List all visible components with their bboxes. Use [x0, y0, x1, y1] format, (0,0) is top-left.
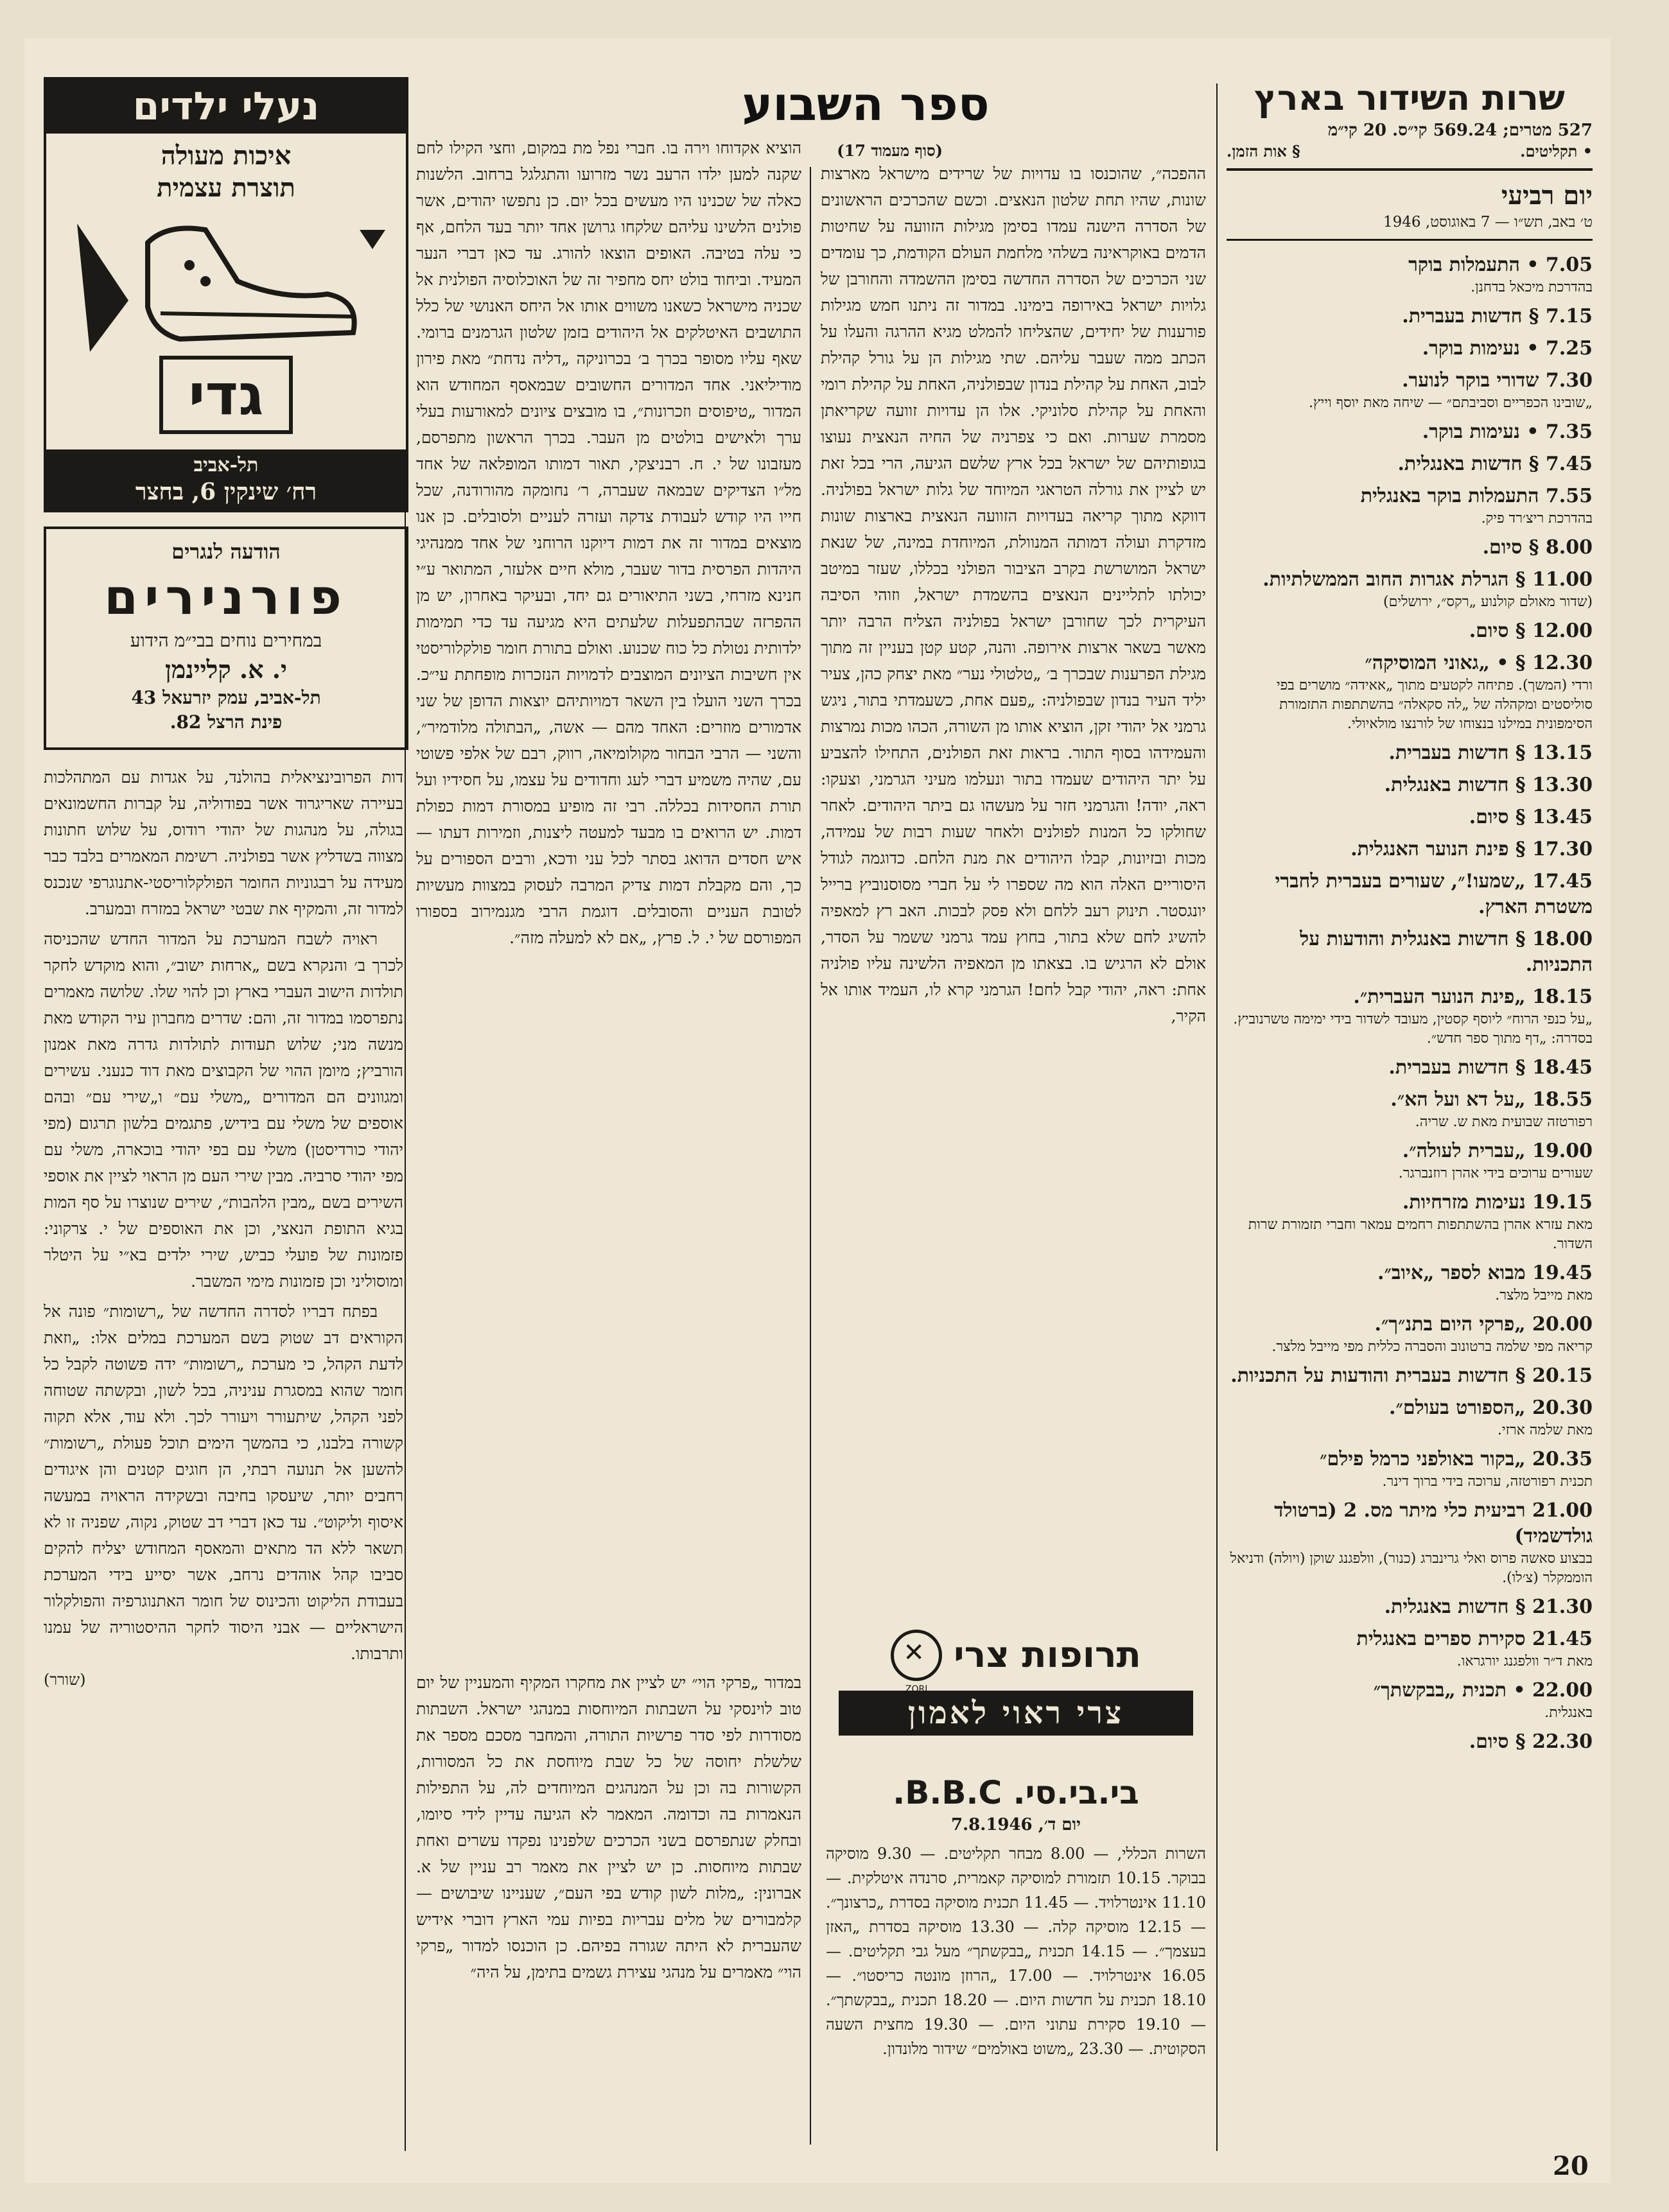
veneer-brand: פורנירים — [104, 568, 348, 625]
radio-program-item — [1227, 1312, 1593, 1357]
radio-program-head: 18.55 „על דא ועל הא״. — [1390, 1088, 1593, 1111]
radio-program-head: 7.25 • נעימות בוקר. — [1422, 337, 1593, 360]
radio-program-head: 20.35 „בקור באולפני כרמל פילם״ — [1320, 1448, 1593, 1470]
radio-program-detail: קריאה מפי שלמה ברטונוב והסברה כללית מפי מייבל מלצר. — [1271, 1339, 1593, 1355]
radio-program-item — [1227, 772, 1593, 798]
radio-program-detail: באנגלית. — [1544, 1705, 1593, 1721]
radio-program-detail: (שדור מאולם קולנוע „רקס״, ירושלים) — [1383, 594, 1593, 610]
radio-program-head: 19.00 „עברית לעולה״. — [1402, 1140, 1593, 1162]
radio-program-item — [1227, 1395, 1593, 1440]
radio-program-detail: בהדרכת מיכאל בדחנן. — [1471, 279, 1593, 295]
radio-program-item — [1227, 304, 1593, 329]
radio-program-list — [1227, 252, 1593, 1755]
radio-program-detail: מאת שלמה ארזי. — [1497, 1422, 1593, 1438]
veneer-name: י. א. קליינמן — [165, 655, 287, 684]
gadi-brand: גדי — [159, 356, 293, 434]
newspaper-page — [24, 39, 1611, 2183]
radio-program-detail: מאת ד״ר וולפגנג יורגראו. — [1456, 1653, 1593, 1669]
radio-program-head: 7.30 שדורי בוקר לנוער. — [1402, 369, 1593, 392]
gadi-ad — [44, 77, 408, 512]
radio-program-head: 8.00 § סיום. — [1482, 536, 1593, 559]
radio-legend-records: • תקליטים. — [1520, 142, 1593, 161]
radio-program-detail: בבצוע סאשה פרוס ואלי גרינברג (כנור), וולפגנג שוקן (ויולה) ודניאל הוממקלר (צ׳לו). — [1230, 1551, 1593, 1586]
radio-program-head: 22.30 § סיום. — [1469, 1730, 1593, 1753]
radio-program-head: 20.15 § חדשות בעברית והודעות על התכניות. — [1230, 1364, 1593, 1387]
gadi-quality: איכות מעולה — [161, 141, 292, 171]
book-section-title: ספר השבוע — [742, 77, 990, 131]
column-divider — [1216, 83, 1218, 2151]
zori-slogan: צרי ראוי לאמון — [907, 1695, 1124, 1731]
radio-program-item — [1227, 336, 1593, 361]
radio-program-head: 21.30 § חדשות באנגלית. — [1384, 1596, 1593, 1618]
left-article — [44, 764, 403, 2145]
radio-program-item — [1227, 567, 1593, 612]
gadi-address: רח׳ שינקין 6, בחצר — [135, 478, 317, 505]
radio-program-item — [1227, 483, 1593, 528]
radio-program-head: 17.30 § פינת הנוער האנגלית. — [1350, 838, 1593, 860]
zori-ad — [826, 1624, 1206, 1753]
column-divider — [810, 167, 811, 2145]
radio-rule-2 — [1227, 239, 1593, 241]
radio-program-head: 7.55 התעמלות בוקר באנגלית — [1360, 485, 1593, 507]
radio-program-item — [1227, 1260, 1593, 1305]
radio-program-item — [1227, 1138, 1593, 1183]
radio-program-head: 22.00 • תכנית „בבקשתך״ — [1373, 1679, 1593, 1702]
radio-program-item — [1227, 1190, 1593, 1254]
radio-frequency: 527 מטרים; 569.24 קי״ס. 20 קי״מ — [1327, 121, 1593, 140]
left-article-p2: ראויה לשבח המערכת על המדור החדש שהכניסה לכרך ב׳ והנקרא בשם „ארחות ישוב״, והוא מוקדש לחקר תולדות הישוב העברי בארץ וכן להוי שלו. שלושה מאמרים נתפרסמו במדור זה, והם: שדרים מחברון עיר הקודש מאת מנשה מני; שלוש תעודות לתולדות גדרה מאת אמנון הורביץ; מיומן ההוי של הקבוצים מאת דוד כנעני. עשירים ומגוונים הם המדורים „משלי עם״ ו„שירי עם״ ובהם אוספים של משלי עם בידיש, פתגמים בלשון תרגום (מפי יהודי כורדיסטן) משלי עם בפי יהודי בוכארה, משלי עם מפי יהודי סרביה. מבין שירי העם מן הראוי לציין את אוספי השירים בשם „מבין הלהבות״, שירים שנוצרו על סף המות בגיא התופת הנאצי, וכן את האוספים של י. צרקוני: פזמונות של פועלי כביש, שירי ילדים בא״י על היטלר ומוסוליני וכן פזמונות מימי המשבר. — [44, 930, 403, 1291]
radio-program-head: 11.00 § הגרלת אגרות החוב הממשלתיות. — [1263, 568, 1593, 591]
radio-program-item — [1227, 1363, 1593, 1389]
veneer-corner: פינת הרצל 82. — [170, 711, 283, 733]
bbc-date: יום ד׳, 7.8.1946 — [950, 1815, 1081, 1834]
radio-program-head: 19.45 מבוא לספר „איוב״. — [1377, 1262, 1593, 1284]
radio-program-detail: רפורטזה שבועית מאת ש. שריה. — [1415, 1114, 1593, 1130]
radio-program-detail: מאת עזרא אהרן בהשתתפות רחמים עמאר וחברי תזמורת שרות השדור. — [1248, 1217, 1593, 1252]
radio-program-item — [1227, 869, 1593, 920]
radio-program-item — [1227, 368, 1593, 413]
radio-schedule-column — [1227, 77, 1593, 2151]
radio-program-item — [1227, 1594, 1593, 1620]
radio-rule — [1227, 168, 1593, 171]
radio-program-item — [1227, 740, 1593, 766]
zori-brand: תרופות צרי — [954, 1634, 1141, 1676]
book-column-2-bottom — [416, 1669, 801, 2145]
radio-program-head: 20.30 „הספורט בעולם״. — [1389, 1397, 1593, 1419]
gadi-own-product: תוצרת עצמית — [157, 173, 295, 203]
radio-program-item — [1227, 837, 1593, 862]
radio-program-detail: תכנית רפורטזה, ערוכה בידי ברוך דינר. — [1382, 1474, 1593, 1490]
radio-program-item — [1227, 1498, 1593, 1588]
shoe-illustration-icon — [46, 204, 406, 365]
radio-program-item — [1227, 650, 1593, 734]
radio-program-head: 13.30 § חדשות באנגלית. — [1384, 774, 1593, 796]
book-column-2-text: הוציא אקדוחו וירה בו. חברי נפל מת במקום, וחצי הקילו לחם שקנה למען ילדו הרעב נשר מזרועו והתגלגל ברחוב. הלשנות כאלה של שכנינו היו מעשים בכל יום. כן נתפשו יהודים, אשר פולנים הלשינו עליהם שלקחו גרושן אחד יותר בעד הלחם, אף כי עלה בטיבה. האופים הוצאו להורג. עד כאן דברי הנער המעיד. וביחוד בולט יחס מחפיר זה של האוכלוסיה הפולנית אל שכניה מישראל כשאנו משווים אותו אל היחס האנושי של כלל התושבים האיטלקים אל היהודים בזמן שלטון הגרמנים ברומי. שאף עליו מסופר בכרך ב׳ בכרוניקה „דליה נדחת״ מאת פירון מודיליאני. אחד המדורים החשובים שבמאסף המחודש הוא המדור „טיפוסים וזכרונות״, בו מובצים ציונים למאורעות בעלי ערך ולאישים בולטים מן העבר. בכרך הראשון מתפרסם, מעזבונו של י. ח. רבניצקי, תאור דמותו המופלאה של אחד מל״ו הצדיקים שבמאה שעברה, ר׳ נחומקה מהורודנה, שכל חייו היו קודש לעבודת צדקה ועזרה לעניים ולסובלים. כן אנו מוצאים במדור זה את דמות דיוקנו הרוחני של אחד ממנהיגי היהדות הפרסית בדור שעבר, מולא חיים אלעזר, המתואר ע״י חנינא מזרחי, בשני התיאורים גם יחד, ובעיקר באחרון, יש מן ההפרזה שבהתפעלות שלעתים היא מגיעה עד כדי תמימות ילדותית נטולת כל כוח שכנוע. ואולם בתורת חומר פולקלוריסטי אין חשיבות הציונים המוצבים לדמויות הנזכרות מופחתת עי״כ. בכרך השני הועלו בין השאר דמויותיהם יוצאות הדופן של שני אדמורים מוזרים: האחד מהם — אשה, „הבתולה מלודמיר״, והשני — הרבי הבחור מקולומיאה, רווק, רבם של אלפי פשוטי עם, שהיה משמיע דברי לעג וחדודים על עצמו, על חסידיו ועל תורת החסידות בכללה. רבי זה מופיע במסורת דמות כפולת דמות. יש הרואים בו מבעד למעטה ליצנות, וזמירות דעתו — איש חסדים הדואג בסתר לכל עני ודכא, ורבים הספורים על כך, והם מקבלת דמות צדיק המרבה לעסוק במצוות מעשיות לטובת העניים והסובלים. דוגמת הרבי מגנמירוב בספורו המפורסם של י. ל. פרץ, „אם לא למעלה מזה״. — [416, 139, 801, 947]
radio-program-head: 7.45 § חדשות באנגלית. — [1397, 453, 1593, 475]
radio-title: שרות השידור בארץ — [1254, 78, 1565, 118]
radio-program-item — [1227, 1729, 1593, 1755]
radio-program-item — [1227, 1447, 1593, 1492]
radio-program-head: 18.00 § חדשות באנגלית והודעות על התכניות. — [1300, 928, 1593, 976]
zori-slogan-bar — [839, 1691, 1193, 1736]
gadi-city: תל-אביב — [193, 454, 259, 476]
radio-program-head: 17.45 „שמעו!״, שעורים בעברית לחברי משטרת הארץ. — [1275, 870, 1593, 918]
book-continuation: (סוף מעמוד 17) — [837, 141, 943, 160]
veneer-notice: הודעה לנגרים — [171, 539, 281, 564]
radio-program-detail: מאת מייבל מלצר. — [1495, 1287, 1593, 1303]
radio-program-head: 13.45 § סיום. — [1469, 806, 1593, 828]
article-signature: (שורר) — [44, 1671, 86, 1689]
radio-program-detail: „על כנפי הרוח״ ליוסף קסטין, מעובד לשדור בידי ימימה טשרנוביץ. בסדרה: „דף מתוך ספר חדש״. — [1233, 1011, 1593, 1047]
radio-legend-time: § אות הזמן. — [1227, 142, 1300, 161]
book-column-2-bottom-text: במדור „פרקי הוי״ יש לציין את מחקרו המקיף והמעניין של יום טוב לוינסקי על השבתות המיוחסות במנהגי ישראל. השבתות מסודרות לפי סדר פרשיות התורה, והמחבר מסכם מספר את שלשלת יחוסה של כל שבת מיוחסת את כל המסורות, הקשורות בה וכן על המנהגים המיוחדים לה, על התפילות הנאמרות בה וכדומה. המאמר לא הגיעה עדיין לידי סיומו, ובחלק שנתפרסם בשני הכרכים שלפנינו נפקדו עשרים ואחת שבתות מיוחסות. כן יש לציין את מאמר רב עניין של א. אברונין: „מלות לשון קודש בפי העם״, שעניינו שיבושים — קלמבורים של מלים עבריות בפיות עמי הארץ דוברי אידיש שהעברית לא היתה שגורה בפיהם. כן הוכנסו למדור „פרקי הוי״ מאמרים על מנהגי עצירת גשמים בתימן, על היה״ — [416, 1673, 801, 1981]
radio-program-detail: שעורים ערוכים בידי אהרן רוזנברגר. — [1398, 1165, 1593, 1181]
radio-program-head: 21.00 רביעית כלי מיתר מס. 2 (ברטולד גולדשמיד) — [1274, 1499, 1593, 1547]
radio-program-item — [1227, 1087, 1593, 1132]
radio-program-head: 21.45 סקירת ספרים באנגלית — [1356, 1628, 1593, 1650]
radio-program-item — [1227, 805, 1593, 830]
radio-program-head: 19.15 נעימות מזרחיות. — [1402, 1191, 1593, 1214]
book-column-1 — [821, 161, 1206, 1612]
veneer-address: תל-אביב, עמק יזרעאל 43 — [131, 687, 321, 708]
radio-program-detail: בהדרכת ריצ׳רד פיק. — [1481, 510, 1593, 527]
radio-program-item — [1227, 451, 1593, 477]
radio-program-head: 18.45 § חדשות בעברית. — [1388, 1056, 1593, 1079]
radio-program-detail: ורדי (המשך). פתיחה לקטעים מתוך „אאידה״ מושרים בפי סוליסטים ומקהלה של „לה סקאלה״ בהשתתפות התזמורת הסימפונית במילנו בנצוחו של לורנצו מולאיולי. — [1276, 677, 1593, 732]
radio-program-item — [1227, 252, 1593, 297]
bbc-text: השרות הכללי, — 8.00 מבחר תקליטים. — 9.30 מוסיקה בבוקר. 10.15 תזמורת למוסיקה קאמרית, סרנדה איטלקית. — 11.10 אינטרלויד. — 11.45 תכנית מוסיקה בסדרת „כרצונך״. — 12.15 מוסיקה קלה. — 13.30 מוסיקה בסדרת „האזן בעצמך״. — 14.15 תכנית „בבקשתך״ מעל גבי תקליטים. — 16.05 אינטרלויד. — 17.00 „הרוזן מונטה כריסטו״. — 18.10 תכנית על חדשות היום. — 18.20 תכנית „בבקשתך״. — 19.10 סקירת עתוני היום. — 19.30 מחצית השעה הסקוטית. — 23.30 „משוט באולמים״ שידור מלונדון. — [826, 1845, 1206, 2058]
radio-program-head: 18.15 „פינת הנוער העברית״. — [1353, 986, 1593, 1008]
radio-program-head: 7.05 • התעמלות בוקר — [1408, 254, 1593, 276]
radio-program-item — [1227, 419, 1593, 445]
radio-program-head: 7.15 § חדשות בעברית. — [1402, 305, 1593, 327]
book-column-2 — [416, 135, 801, 1650]
page-number: 20 — [1553, 2151, 1589, 2181]
bbc-schedule — [826, 1772, 1206, 2145]
radio-program-item — [1227, 984, 1593, 1049]
bbc-title: בי.בי.סי. B.B.C. — [893, 1774, 1139, 1811]
radio-program-item — [1227, 927, 1593, 978]
veneer-ad — [44, 527, 408, 750]
radio-program-item — [1227, 1055, 1593, 1081]
zori-logo-text: ZORI — [905, 1684, 928, 1694]
radio-program-head: 13.15 § חדשות בעברית. — [1388, 742, 1593, 764]
radio-program-head: 12.30 § • „גאוני המוסיקה״ — [1365, 652, 1593, 674]
radio-program-item — [1227, 618, 1593, 644]
radio-program-item — [1227, 535, 1593, 561]
left-article-p1: דות הפרובינציאלית בהולנד, על אגדות עם המתהלכות בעיירה שאריגרוד אשר בפודוליה, על קברות החשמונאים בגולה, על מנהגות של יהודי רודוס, על שלוש חתונות מצווה בשדליץ אשר בפולניה. רשימת המאמרים בלבד כבר מעידה על רבגוניות החומר הפולקלוריסטי-אתנוגרפי שנכנס למדור זה, והמקיף את שבטי ישראל במזרח ובמערב. — [44, 768, 403, 918]
radio-program-head: 12.00 § סיום. — [1469, 620, 1593, 642]
left-article-p3: בפתח דבריו לסדרה החדשה של „רשומות״ פונה אל הקוראים דב שטוק בשם המערכת במלים אלו: „וזאת לדעת הקהל, כי מערכת „רשומות״ ידה פשוטה לקבל כל חומר שהוא במסגרת עניניה, בכל לשון, ובקשתה שטוחה לפני הקהל, שיתעורר ויעורר לכך. ולא עוד, אלא תקוה קשורה בלבנו, כי בהמשך הימים תוכל פעולת „רשומות״ להשען אל תנועה רבתי, הן חוגים קטנים והן איגודים רחבים יותר, שיעסקו בחיבה ובשקידה הראויה במעשה איסוף וליקוט״. עד כאן דברי דב שטוק, נקוה, שפניה זו לא תשאר ללא הד מתאים והמאסף המחודש יצליח להקים סביבו קהל אוהדים נרחב, אשר יסייע בידי המערכת בעבודת הליקוט והכינוס של חומר האתנוגרפיה והפולקלור הישראליים — אבני היסוד לחקר ההיסטוריה של עמנו ותרבותו. — [44, 1302, 403, 1663]
radio-date-line: ט׳ באב, תש״ו — 7 באוגוסט, 1946 — [1383, 214, 1593, 231]
radio-program-detail: „שובינו הכפריים וסביבתם״ — שיחה מאת יוסף וייץ. — [1309, 395, 1593, 411]
radio-program-head: 20.00 „פרקי היום בתנ״ך״. — [1374, 1313, 1593, 1336]
book-column-1-text: ההפכה״, שהוכנסו בו עדויות של שרידים מישראל מארצות שונות, שהיו תחת שלטון הנאצים. וכשם שהכרכים הראשונים של הסדרה הישנה עמדו בסימן מגילות הזוועה על שחיטות הדמים באוקראינה בשלהי מלחמת העולם הקודמת, כך עומדים שני הכרכים של הסדרה החדשה בסימן ההשמדה והחורבן של גלויות ישראל באירופה בימינו. במדור זה ניתנו חמש מגילות פורענות של יחידים, שהצליחו להמלט מגיא ההרגה והעלו על הכתב ממה שעבר עליהם. שתי מגילות הן על גורל קהילת לבוב, האחת על קהילת בנדון שבפולניה, האחת על קהילת רומי והאחת על קהילת סלוניקי. אלו הן עדויות זוועה שקריאתן מסמרת שערות. ואם כי צפרניה של החיה הנאצית נעוצו בגופותיהם של ישראל בכל ארץ שלשם הגיעה, הרי בכל זאת יש לציין את גורלה הטראגי המיוחד של גלות ישראל בפולניה. דווקא מתוך קריאה בעדויות הזוועה הנאצית בארצות שונות מזדקרת ועולה דמותה המנוולת, המיוחדת במינה, של שנאת ישראל המושרשת בקרב הציבור הפולני בכללו, שעזר במיטב יכולתו לתליינים הנאצים בהשמדת ישראל, וזוהי הסיבה העיקרית לכך שחורבן ישראל בפולניה הצליח הרבה יותר מאשר בשאר ארצות אירופה. והנה, קטע קטן בעניין זה מתוך מגילת הפרענות שבכרך ב׳ „טלטולי נער״ מאת יצחק כהן, צעיר יליד העיר בנדון שבפולניה: „פעם אחת, כשעמדתי בתור, ניגש גרמני אל יהודי זקן, הוציא אותו מן השורה, הכהו מכות נמרצות והעמידהו בסוף התור. בראות זאת הפולנים, התחילו להצביע על יתר היהודים שעמדו בתור ונעלמו מעיני הגרמני, וצעקו: ראה, יודה! והגרמני חזר על מעשהו גם ביתר היהודים. לאחר שחולקו כל המנות לפולנים ולאחר שעות רבות של עמידה, מכות ובזיונות, קבלו היהודים את מנת הלחם. כדוגמה לגודל היסוריים האלה הוא מה שספרו לי על חברי מסוסנוביץ ברייל יונגסטר. תינוק רעב ללחם ולא פסק לבכות. האב רץ למאפיה להשיג לחם שלא בתור, בחוץ עמד גרמני ששמר על הסדר, אולם לא הרגיש בו. בצאתו מן המאפיה הלשינה עליו פולניה אחת: ראה, יהודי קבל לחם! הגרמני קרא לו, העמיד אותו אל הקיר, — [821, 164, 1206, 1025]
radio-program-item — [1227, 1678, 1593, 1723]
radio-day-title: יום רביעי — [1501, 180, 1593, 211]
gadi-headline: נעלי ילדים — [46, 80, 406, 134]
zori-logo-icon: ✕ ZORI — [891, 1630, 942, 1681]
radio-program-head: 7.35 • נעימות בוקר. — [1422, 421, 1593, 443]
veneer-prices: במחירים נוחים בבי״מ הידוע — [130, 630, 322, 651]
radio-program-item — [1227, 1626, 1593, 1671]
